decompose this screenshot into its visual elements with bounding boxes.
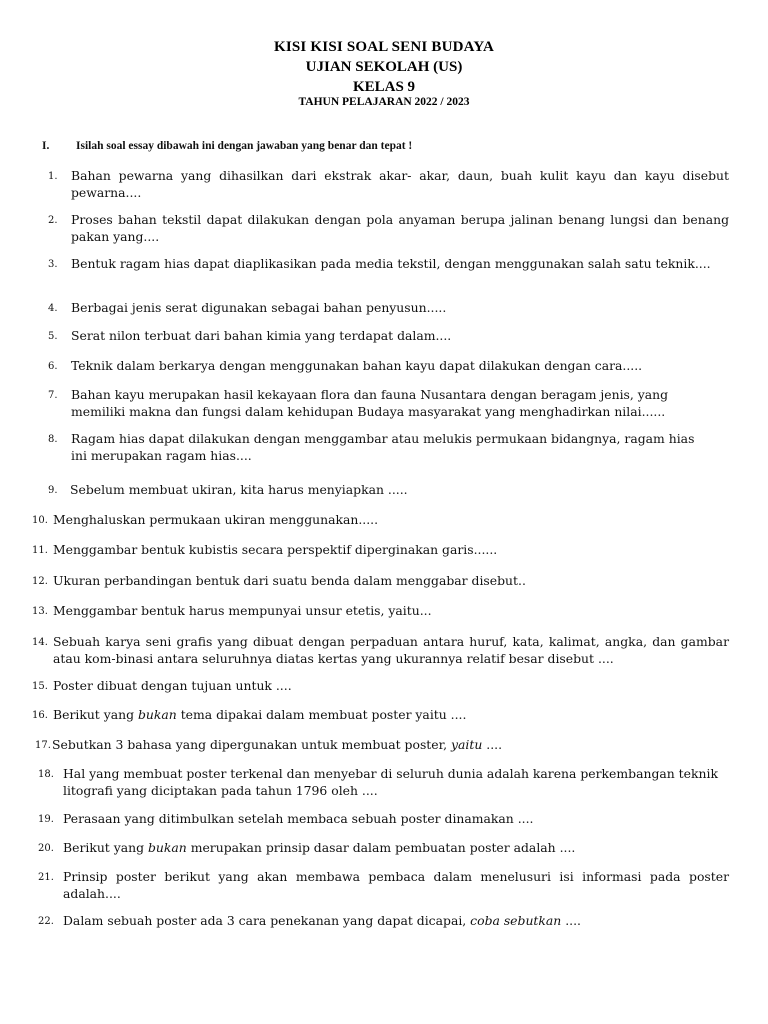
exam-name: UJIAN SEKOLAH (US) [305, 59, 463, 75]
question-number: 2. [48, 215, 58, 226]
question-text: Menggambar bentuk harus mempunyai unsur etetis, yaitu... [53, 603, 432, 618]
section-number: I. [42, 140, 50, 152]
document-title: KISI KISI SOAL SENI BUDAYA [273, 39, 495, 55]
grade-level: KELAS 9 [352, 79, 416, 95]
question-text: Bahan kayu merupakan hasil kekayaan flora dan fauna Nusantara dengan beragam jenis, yang memiliki makna dan fungsi dalam kehidupan Budaya masyarakat yang menghadirkan nilai...... [71, 387, 669, 419]
question-number: 4. [48, 303, 58, 314]
question-number: 15. [32, 681, 48, 692]
question-number: 5. [48, 331, 58, 342]
question-text: Sebelum membuat ukiran, kita harus menyiapkan ..... [70, 482, 408, 497]
question-text: Sebuah karya seni grafis yang dibuat dengan perpaduan antara huruf, kata, kalimat, angka, dan gambar atau kom-binasi antara seluruhnya diatas kertas yang ukurannya relatif besar disebut .... [53, 634, 729, 666]
question-text: Teknik dalam berkarya dengan menggunakan bahan kayu dapat dilakukan dengan cara..... [71, 358, 643, 373]
question-text: Bahan pewarna yang dihasilkan dari ekstrak akar- akar, daun, buah kulit kayu dan kayu disebut pewarna.... [71, 168, 729, 200]
question-number: 18. [38, 769, 54, 780]
question-text: Berikut yang bukan tema dipakai dalam membuat poster yaitu .... [53, 707, 467, 722]
question-number: 21. [38, 872, 54, 883]
question-text: Proses bahan tekstil dapat dilakukan dengan pola anyaman berupa jalinan benang lungsi dan benang pakan yang.... [71, 212, 729, 244]
question-text: Bentuk ragam hias dapat diaplikasikan pada media tekstil, dengan menggunakan salah satu teknik.... [71, 256, 711, 271]
question-text: Hal yang membuat poster terkenal dan menyebar di seluruh dunia adalah karena perkembangan teknik litografi yang diciptakan pada tahun 1796 oleh .... [63, 766, 718, 798]
question-text: Sebutkan 3 bahasa yang dipergunakan untuk membuat poster, yaitu .... [52, 737, 503, 752]
question-number: 11. [32, 545, 48, 556]
question-number: 12. [32, 576, 48, 587]
question-text: Serat nilon terbuat dari bahan kimia yang terdapat dalam.... [71, 328, 452, 343]
question-number: 13. [32, 606, 48, 617]
academic-year: TAHUN PELAJARAN 2022 / 2023 [298, 96, 470, 108]
question-number: 6. [48, 361, 58, 372]
question-number: 8. [48, 434, 58, 445]
instruction-text: Isilah soal essay dibawah ini dengan jawaban yang benar dan tepat ! [76, 140, 413, 152]
question-text: Ragam hias dapat dilakukan dengan menggambar atau melukis permukaan bidangnya, ragam hias ini merupakan ragam hias.... [71, 431, 695, 463]
question-text: Poster dibuat dengan tujuan untuk .... [53, 678, 292, 693]
question-text: Perasaan yang ditimbulkan setelah membaca sebuah poster dinamakan .... [63, 811, 534, 826]
question-text: Prinsip poster berikut yang akan membawa pembaca dalam menelusuri isi informasi pada poster adalah.... [63, 869, 729, 901]
question-number: 3. [48, 259, 58, 270]
question-text: Ukuran perbandingan bentuk dari suatu benda dalam menggabar disebut.. [53, 573, 526, 588]
question-text: Dalam sebuah poster ada 3 cara penekanan yang dapat dicapai, coba sebutkan .... [63, 913, 581, 928]
question-text: Berikut yang bukan merupakan prinsip dasar dalam pembuatan poster adalah .... [63, 840, 576, 855]
question-number: 10. [32, 515, 48, 526]
question-number: 17. [35, 740, 51, 751]
question-text: Berbagai jenis serat digunakan sebagai bahan penyusun..... [71, 300, 447, 315]
question-number: 1. [48, 171, 58, 182]
question-number: 22. [38, 916, 54, 927]
section-instruction [42, 140, 412, 152]
question-number: 20. [38, 843, 54, 854]
question-number: 19. [38, 814, 54, 825]
question-text: Menghaluskan permukaan ukiran menggunakan..... [53, 512, 379, 527]
question-number: 9. [48, 485, 58, 496]
question-text: Menggambar bentuk kubistis secara perspektif diperginakan garis...... [53, 542, 498, 557]
question-number: 7. [48, 390, 58, 401]
question-number: 14. [32, 637, 48, 648]
question-number: 16. [32, 710, 48, 721]
